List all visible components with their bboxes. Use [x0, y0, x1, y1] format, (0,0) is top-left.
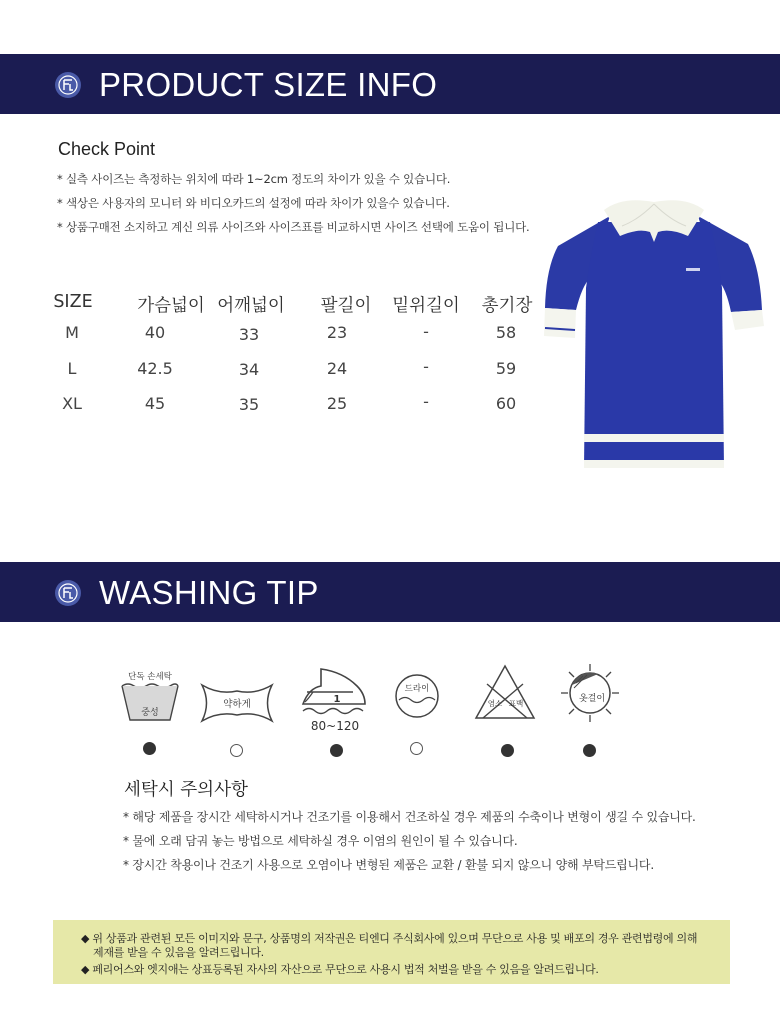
- table-cell: -: [423, 392, 429, 411]
- svg-text:염소: 염소: [487, 699, 503, 708]
- check-point-note: * 상품구매전 소지하고 계신 의류 사이즈와 사이즈표를 비교하시면 사이즈 선택에 도움이 됩니다.: [57, 220, 530, 234]
- iron-icon: [299, 666, 371, 738]
- table-cell: 60: [495, 394, 517, 413]
- copyright-line: 제재를 받을 수 있음을 알려드립니다.: [93, 946, 264, 959]
- check-point-title: Check Point: [58, 139, 156, 159]
- svg-text:옷걸이: 옷걸이: [578, 694, 606, 704]
- table-cell: L: [67, 359, 77, 378]
- brand-logo-icon: [55, 72, 81, 98]
- copyright-line: ◆ 페리어스와 엣지애는 상표등록된 자사의 자산으로 무단으로 사용시 법적 처벌을 받을 수 있음을 알려드립니다.: [81, 963, 599, 976]
- svg-text:약하게: 약하게: [223, 699, 251, 710]
- table-header: 밑위길이: [392, 296, 460, 316]
- table-cell: 45: [144, 394, 166, 413]
- svg-text:드라이: 드라이: [404, 684, 430, 694]
- washing-caution-note: * 장시간 착용이나 건조기 사용으로 오염이나 변형된 제품은 교환 / 환불 되지 않으니 양해 부탁드립니다.: [123, 858, 654, 872]
- svg-text:표백: 표백: [508, 699, 524, 708]
- product-size-banner: [0, 54, 780, 114]
- banner-title: WASHING TIP: [99, 574, 319, 611]
- copyright-notice: [53, 920, 730, 984]
- table-cell: 35: [238, 395, 260, 414]
- selected-dot: [583, 744, 596, 757]
- gentle-wash-icon: [199, 681, 275, 725]
- table-header: SIZE: [53, 292, 93, 312]
- table-header: 어깨넓이: [217, 296, 285, 316]
- table-cell: -: [423, 357, 429, 376]
- hand-wash-neutral-icon: [118, 668, 182, 724]
- product-shirt-image: [538, 198, 770, 478]
- table-header: 가슴넓이: [137, 296, 205, 316]
- copyright-line: ◆ 위 상품과 관련된 모든 이미지와 문구, 상품명의 저작권은 티엔디 주식회사에 있으며 무단으로 사용 및 배포의 경우 관련법령에 의해: [81, 932, 698, 945]
- table-cell: 33: [238, 325, 260, 344]
- unselected-dot: [410, 742, 423, 755]
- table-cell: 24: [326, 359, 348, 378]
- table-cell: XL: [62, 394, 82, 413]
- svg-text:단독 손세탁: 단독 손세탁: [128, 672, 172, 682]
- svg-text:1: 1: [333, 694, 341, 705]
- table-cell: M: [65, 323, 79, 342]
- table-cell: 34: [238, 360, 260, 379]
- table-cell: 59: [495, 359, 517, 378]
- washing-caution-title: 세탁시 주의사항: [124, 780, 248, 800]
- shade-hang-dry-icon: [559, 662, 621, 724]
- table-cell: 23: [326, 323, 348, 342]
- selected-dot: [501, 744, 514, 757]
- banner-title: PRODUCT SIZE INFO: [99, 66, 438, 103]
- dry-clean-icon: [393, 672, 441, 720]
- table-cell: 58: [495, 323, 517, 342]
- unselected-dot: [230, 744, 243, 757]
- table-cell: -: [423, 322, 429, 341]
- washing-caution-note: * 물에 오래 담궈 놓는 방법으로 세탁하실 경우 이염의 원인이 될 수 있습니다.: [123, 834, 518, 848]
- brand-logo-icon: [55, 580, 81, 606]
- selected-dot: [330, 744, 343, 757]
- check-point-note: * 실측 사이즈는 측정하는 위치에 따라 1~2cm 정도의 차이가 있을 수 있습니다.: [57, 172, 451, 186]
- washing-tip-banner: [0, 562, 780, 622]
- svg-text:중성: 중성: [141, 708, 159, 718]
- table-cell: 25: [326, 394, 348, 413]
- washing-caution-note: * 해당 제품을 장시간 세탁하시거나 건조기를 이용해서 건조하실 경우 제품의 수축이나 변형이 생길 수 있습니다.: [123, 810, 696, 824]
- table-cell: 42.5: [137, 359, 173, 378]
- check-point-note: * 색상은 사용자의 모니터 와 비디오카드의 설정에 따라 차이가 있을수 있습니다.: [57, 196, 450, 210]
- no-bleach-icon: [473, 662, 537, 722]
- selected-dot: [143, 742, 156, 755]
- svg-text:80~120: 80~120: [310, 719, 360, 733]
- table-header: 팔길이: [320, 296, 372, 316]
- table-cell: 40: [144, 323, 166, 342]
- table-header: 총기장: [481, 296, 533, 316]
